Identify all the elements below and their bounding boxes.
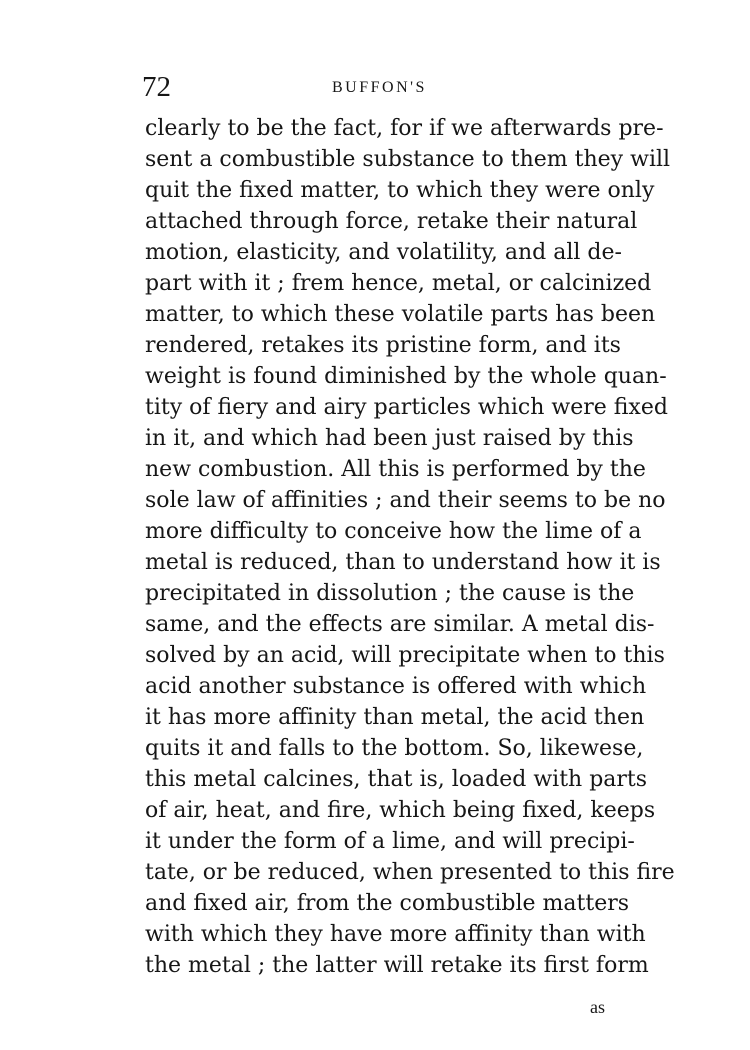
text-line: new combustion. All this is performed by the — [145, 457, 646, 482]
page-header — [142, 70, 622, 110]
text-line: quits it and falls to the bottom. So, likewese, — [145, 736, 644, 761]
text-line: matter, to which these volatile parts has been — [145, 302, 656, 327]
text-line: metal is reduced, than to understand how it is — [145, 550, 661, 575]
text-line: this metal calcines, that is, loaded with parts — [145, 767, 648, 792]
text-line: motion, elasticity, and volatility, and all de- — [145, 240, 622, 265]
text-line: same, and the effects are similar. A metal dis- — [145, 612, 655, 637]
catchword: as — [590, 997, 605, 1017]
text-line: solved by an acid, will precipitate when to this — [145, 643, 665, 668]
text-line: in it, and which had been just raised by this — [145, 426, 634, 451]
text-line: more difficulty to conceive how the lime of a — [145, 519, 642, 544]
text-line: weight is found diminished by the whole quan- — [145, 364, 667, 389]
running-head: BUFFON'S — [332, 79, 427, 96]
text-line: quit the fixed matter, to which they were only — [145, 178, 655, 203]
text-line: precipitated in dissolution ; the cause is the — [145, 581, 635, 606]
text-line: the metal ; the latter will retake its first form — [145, 953, 649, 978]
text-line: part with it ; frem hence, metal, or calcinized — [145, 271, 652, 296]
text-line: attached through force, retake their natural — [145, 209, 638, 234]
text-line: acid another substance is offered with which — [145, 674, 647, 699]
text-line: with which they have more affinity than with — [145, 922, 646, 947]
text-line: tate, or be reduced, when presented to this fire — [145, 860, 675, 885]
text-line: clearly to be the fact, for if we afterwards pre- — [145, 116, 664, 141]
text-line: sent a combustible substance to them they will — [145, 147, 671, 172]
text-line: of air, heat, and fire, which being fixed, keeps — [145, 798, 656, 823]
text-line: it under the form of a lime, and will precipi- — [145, 829, 635, 854]
text-line: it has more affinity than metal, the acid then — [145, 705, 645, 730]
page-number: 72 — [142, 71, 171, 103]
body-text — [145, 113, 675, 981]
text-line: tity of fiery and airy particles which were fixed — [145, 395, 668, 420]
text-line: sole law of affinities ; and their seems to be no — [145, 488, 666, 513]
text-line: and fixed air, from the combustible matters — [145, 891, 630, 916]
text-line: rendered, retakes its pristine form, and its — [145, 333, 621, 358]
